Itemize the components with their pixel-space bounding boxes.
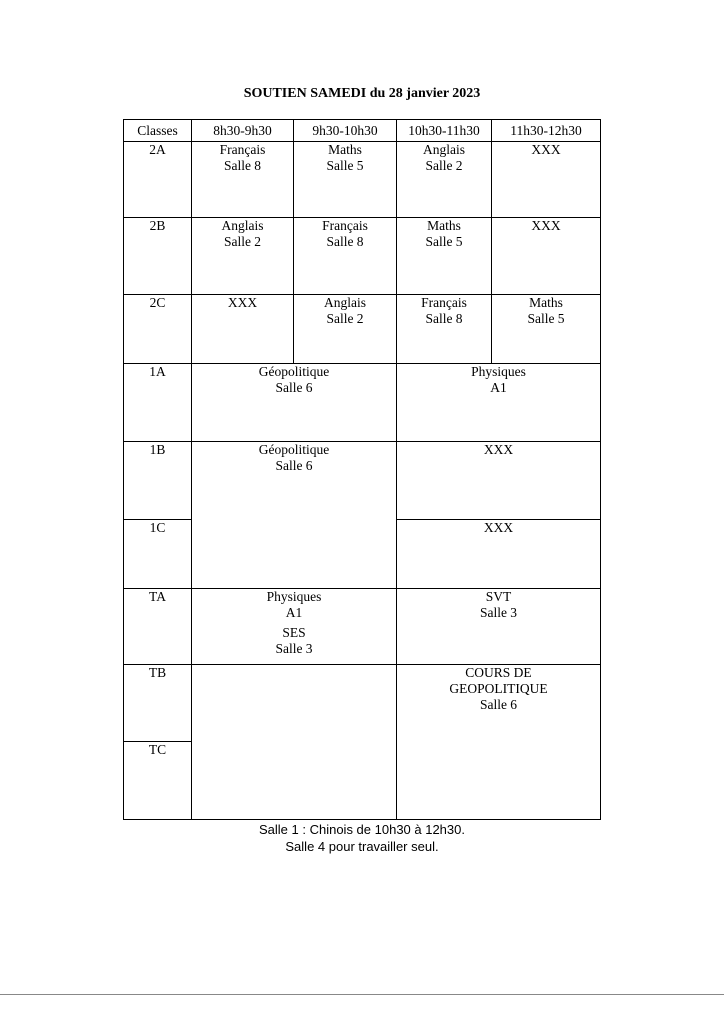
- subject: Maths: [529, 295, 563, 310]
- schedule-cell: [192, 142, 294, 218]
- subject: Français: [322, 218, 368, 233]
- header-slot-4: 11h30-12h30: [492, 120, 601, 142]
- header-slot-1: 8h30-9h30: [192, 120, 294, 142]
- room: Salle 6: [275, 380, 313, 395]
- schedule-cell: [192, 442, 397, 589]
- subject: Maths: [328, 142, 362, 157]
- subject: Physiques: [266, 589, 322, 604]
- class-label: 2C: [124, 295, 192, 364]
- table-row: [124, 218, 601, 295]
- subject: Français: [421, 295, 467, 310]
- schedule-cell: [397, 218, 492, 295]
- schedule-cell: [192, 625, 397, 820]
- header-slot-3: 10h30-11h30: [397, 120, 492, 142]
- notes: [0, 821, 724, 855]
- subject: XXX: [531, 142, 561, 157]
- room: Salle 8: [425, 311, 463, 326]
- table-row: [124, 295, 601, 364]
- page-title: SOUTIEN SAMEDI du 28 janvier 2023: [243, 86, 481, 101]
- schedule-cell: [492, 218, 601, 295]
- subject: XXX: [483, 442, 514, 457]
- note-line: Salle 1 : Chinois de 10h30 à 12h30.: [259, 822, 465, 837]
- room: A1: [285, 605, 303, 620]
- subject: XXX: [483, 520, 514, 535]
- class-label: 1B: [124, 442, 192, 520]
- schedule-cell: [294, 295, 397, 364]
- schedule-cell: [397, 295, 492, 364]
- schedule-cell: [397, 442, 601, 520]
- schedule-cell: [492, 142, 601, 218]
- subject: Anglais: [324, 295, 366, 310]
- class-label: 1C: [124, 520, 192, 589]
- schedule-cell: [192, 295, 294, 364]
- room: Salle 3: [275, 641, 313, 656]
- subject: Anglais: [221, 218, 264, 233]
- schedule-cell: [294, 142, 397, 218]
- room: Salle 5: [326, 158, 364, 173]
- class-label: TC: [124, 742, 192, 820]
- schedule-cell: [294, 218, 397, 295]
- class-label: 1A: [124, 364, 192, 442]
- subject: Anglais: [423, 142, 465, 157]
- room: Salle 8: [326, 234, 364, 249]
- schedule-cell: [397, 364, 601, 442]
- subject: XXX: [531, 218, 561, 233]
- header-classes: Classes: [124, 120, 192, 142]
- table-row: [124, 142, 601, 218]
- room: Salle 5: [527, 311, 565, 326]
- class-label: TB: [124, 665, 192, 742]
- course-title-line1: COURS DE: [465, 665, 532, 680]
- schedule-cell: [492, 295, 601, 364]
- class-label: 2A: [124, 142, 192, 218]
- subject: Français: [219, 142, 266, 157]
- room: Salle 2: [425, 158, 463, 173]
- class-label: TA: [124, 589, 192, 665]
- subject: SES: [282, 625, 306, 640]
- class-label: 2B: [124, 218, 192, 295]
- subject: XXX: [227, 295, 258, 310]
- room: A1: [490, 380, 507, 395]
- schedule-cell: [397, 142, 492, 218]
- room: Salle 2: [326, 311, 364, 326]
- table-row: [124, 665, 601, 742]
- note-line: Salle 4 pour travailler seul.: [285, 839, 439, 854]
- room: Salle 5: [425, 234, 463, 249]
- subject: Maths: [427, 218, 461, 233]
- table-row: [124, 364, 601, 442]
- room: Salle 8: [223, 158, 262, 173]
- subject: Géopolitique: [258, 442, 330, 457]
- subject: Physiques: [471, 364, 526, 379]
- subject: SVT: [485, 589, 512, 604]
- room: Salle 3: [479, 605, 518, 620]
- room: Salle 6: [275, 458, 313, 473]
- course-title-line2: GEOPOLITIQUE: [449, 681, 548, 696]
- subject: Géopolitique: [258, 364, 330, 379]
- schedule-cell: [397, 520, 601, 589]
- header-slot-2: 9h30-10h30: [294, 120, 397, 142]
- table-row: [124, 442, 601, 520]
- page-divider: [0, 994, 724, 995]
- schedule-cell: [192, 364, 397, 442]
- header-row: [124, 120, 601, 142]
- geopolitique-course-cell: [397, 665, 601, 820]
- room: Salle 2: [223, 234, 262, 249]
- schedule-cell: [192, 218, 294, 295]
- schedule-table: [123, 119, 601, 820]
- course-room: Salle 6: [479, 697, 518, 712]
- schedule-cell: [397, 589, 601, 665]
